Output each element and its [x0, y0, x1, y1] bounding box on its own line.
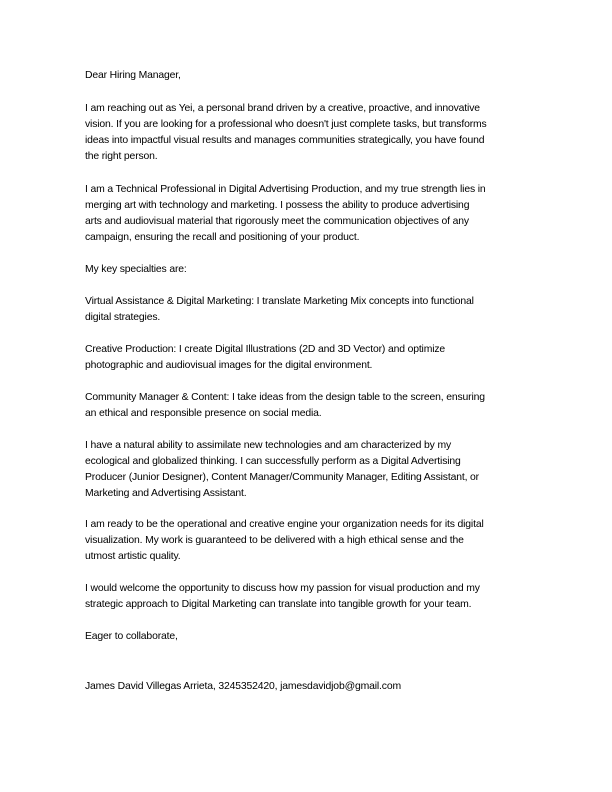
intro-paragraph — [85, 101, 487, 165]
specialty-community-manager — [85, 390, 485, 422]
text-line: I would welcome the opportunity to discuss how my passion for visual production and my — [85, 583, 480, 594]
text-line: I have a natural ability to assimilate new technologies and am characterized by my — [85, 440, 451, 451]
text-line: the right person. — [85, 151, 158, 162]
signature-contact — [85, 679, 401, 695]
text-line: photographic and audiovisual images for the digital environment. — [85, 360, 373, 371]
text-line: utmost artistic quality. — [85, 551, 181, 562]
specialty-digital-marketing — [85, 294, 474, 326]
text-line: Community Manager & Content: I take ideas from the design table to the screen, ensuring — [85, 392, 485, 403]
text-line: arts and audiovisual material that rigorously meet the communication objectives of any — [85, 216, 469, 227]
text-line: Eager to collaborate, — [85, 631, 178, 642]
text-line: I am ready to be the operational and creative engine your organization needs for its digital — [85, 519, 484, 530]
text-line: Creative Production: I create Digital Illustrations (2D and 3D Vector) and optimize — [85, 344, 446, 355]
text-line: visualization. My work is guaranteed to be delivered with a high ethical sense and the — [85, 535, 464, 546]
text-line: campaign, ensuring the recall and positioning of your product. — [85, 232, 360, 243]
specialties-intro — [85, 262, 187, 278]
text-line: ideas into impactful visual results and manages communities strategically, you have found — [85, 135, 485, 146]
abilities-paragraph — [85, 438, 479, 502]
text-line: an ethical and responsible presence on social media. — [85, 408, 322, 419]
text-line: ecological and globalized thinking. I can successfully perform as a Digital Advertising — [85, 456, 461, 467]
salutation — [85, 68, 181, 84]
text-line: strategic approach to Digital Marketing can translate into tangible growth for your team. — [85, 599, 472, 610]
text-line: digital strategies. — [85, 312, 161, 323]
closing-paragraph — [85, 581, 480, 613]
text-line: I am a Technical Professional in Digital Advertising Production, and my true strength lies in — [85, 184, 486, 195]
text-line: vision. If you are looking for a professional who doesn't just complete tasks, but transforms — [85, 119, 487, 130]
commitment-paragraph — [85, 517, 484, 565]
background-paragraph — [85, 182, 486, 246]
text-line: merging art with technology and marketing. I possess the ability to produce advertising — [85, 200, 470, 211]
text-line: My key specialties are: — [85, 264, 187, 275]
text-line: Producer (Junior Designer), Content Manager/Community Manager, Editing Assistant, or — [85, 472, 479, 483]
text-line: James David Villegas Arrieta, 3245352420, jamesdavidjob@gmail.com — [85, 681, 401, 692]
text-line: Marketing and Advertising Assistant. — [85, 488, 247, 499]
specialty-creative-production — [85, 342, 445, 374]
text-line: Dear Hiring Manager, — [85, 70, 181, 81]
text-line: I am reaching out as Yei, a personal brand driven by a creative, proactive, and innovative — [85, 103, 480, 114]
text-line: Virtual Assistance & Digital Marketing: I translate Marketing Mix concepts into functional — [85, 296, 474, 307]
sign-off — [85, 629, 178, 645]
